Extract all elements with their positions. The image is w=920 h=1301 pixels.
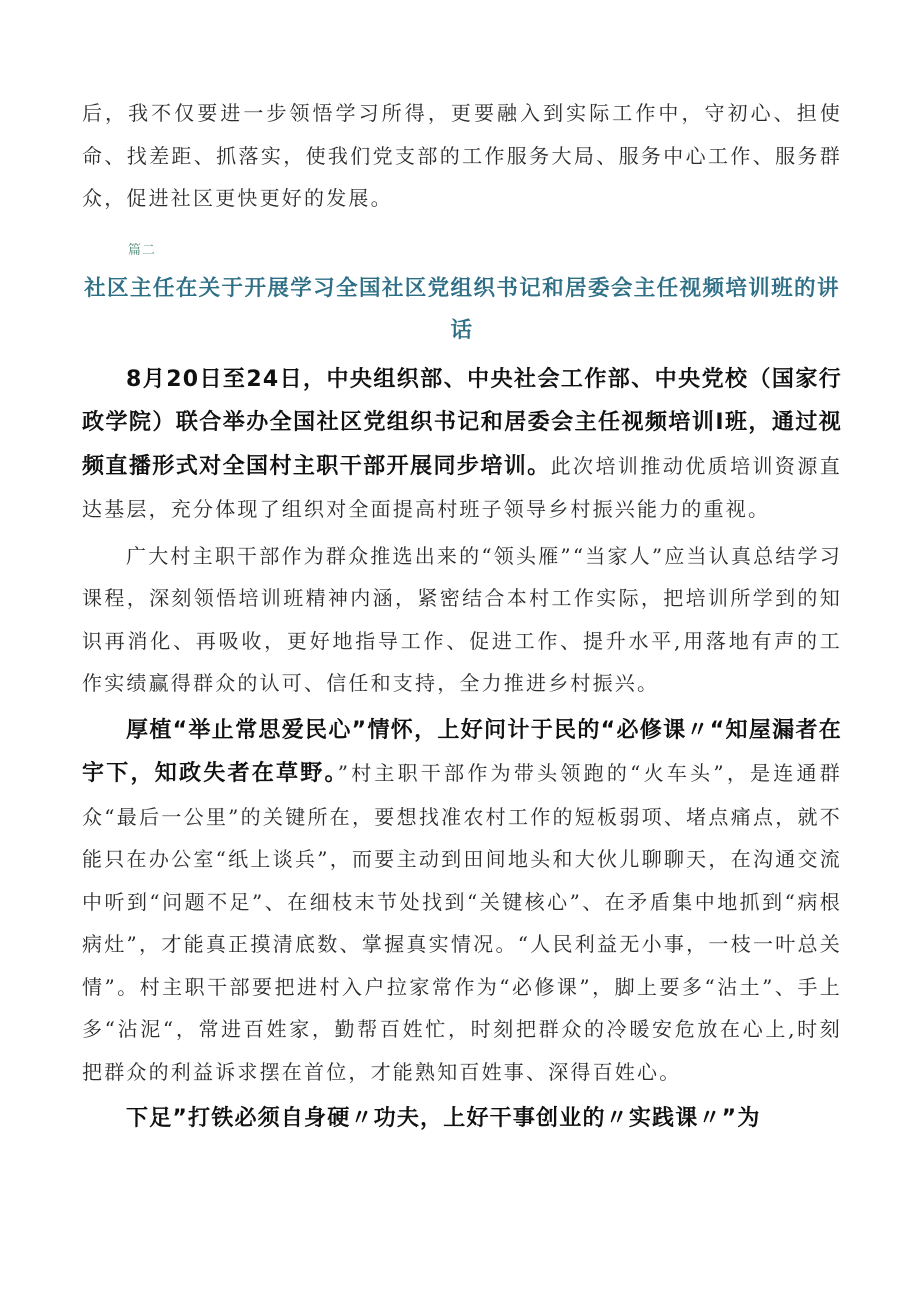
paragraph-practice bbox=[82, 1097, 842, 1141]
paragraph-continued: 后，我不仅要进一步领悟学习所得，更要融入到实际工作中，守初心、担使命、找差距、抓落实，使我们党支部的工作服务大局、服务中心工作、服务群众，促进社区更快更好的发展。 bbox=[82, 101, 842, 210]
section-label: 篇二 bbox=[128, 242, 157, 258]
paragraph-people-lead: 厚植“举止常思爱民心”情怀，上好问计于民的“必修课〃“知屋漏者在宇下，知政失者在草野。 bbox=[82, 717, 842, 786]
article-title: 社区主任在关于开展学习全国社区党组织书记和居委会主任视频培训班的讲话 bbox=[84, 275, 840, 343]
paragraph-cadres: 广大村主职干部作为群众推选出来的“领头雁”“当家人”应当认真总结学习课程，深刻领悟培训班精神内涵，紧密结合本村工作实际，把培训所学到的知识再消化、再吸收，更好地指导工作、促进工作、提升水平,用落地有声的工作实绩赢得群众的认可、信任和支持，全力推进乡村振兴。 bbox=[82, 543, 842, 695]
paragraph-people-rest: ”村主职干部作为带头领跑的“火车头”，是连通群众“最后一公里”的关键所在，要想找准农村工作的短板弱项、堵点痛点，就不能只在办公室“纸上谈兵”，而要主动到田间地头和大伙儿聊聊天，在沟通交流中听到“问题不足”、在细枝末节处找到“关键核心”、在矛盾集中地抓到“病根病灶”，才能真正摸清底数、掌握真实情况。“人民利益无小事，一枝一叶总关情”。村主职干部要把进村入户拉家常作为“必修课”，脚上要多“沾土”、手上多“沾泥“，常进百姓家，勤帮百姓忙，时刻把群众的冷暖安危放在心上,时刻把群众的利益诉求摆在首位，才能熟知百姓事、深得百姓心。 bbox=[82, 761, 843, 1084]
paragraph-intro-lead: 8月20日至24日，中央组织部、中央社会工作部、中央党校（国家行政学院）联合举办全国社区党组织书记和居委会主任视频培训I班，通过视频直播形式对全国村主职干部开展同步培训。 bbox=[82, 366, 842, 479]
paragraph-people bbox=[82, 709, 842, 1094]
paragraph-intro bbox=[82, 358, 842, 531]
paragraph-practice-lead: 下足”打铁必须自身硬〃功夫，上好干事创业的〃实践课〃”为 bbox=[126, 1106, 761, 1131]
document-page bbox=[82, 92, 842, 1141]
paragraph-intro-rest: 此次培训推动优质培训资源直达基层，充分体现了组织对全面提高村班子领导乡村振兴能力的重视。 bbox=[82, 453, 842, 521]
